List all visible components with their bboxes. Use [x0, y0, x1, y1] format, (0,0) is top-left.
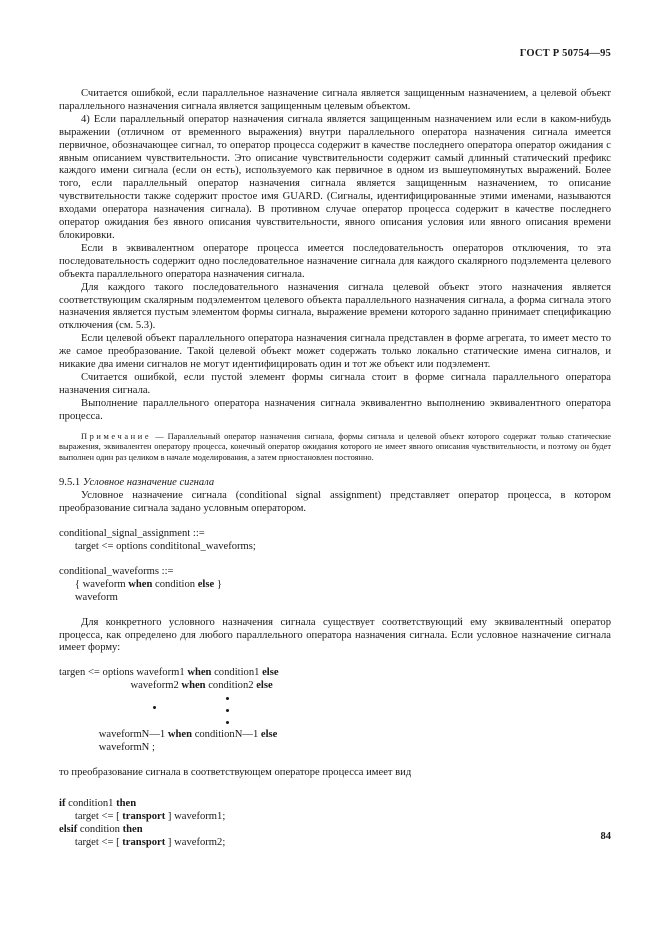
token: target: [74, 540, 99, 552]
token: condition: [79, 823, 120, 835]
keyword: else: [262, 667, 279, 679]
grammar-rule-2: [59, 566, 611, 579]
rule-head: conditional_signal_assignment ::=: [59, 528, 205, 540]
grammar-rule-2-body: [59, 579, 611, 592]
token: condition1: [214, 667, 260, 679]
keyword: when: [128, 578, 153, 590]
token: waveform1: [136, 667, 185, 679]
paragraph: Для конкретного условного назначения сигнала существует соответствующий ему эквивалентный оператор процесса, как определено для любого параллельного оператора назначения сигнала. Если условное назначение сигнала имеет форму:: [59, 616, 611, 654]
token: <=: [101, 836, 114, 848]
section-intro: Условное назначение сигнала (conditional signal assignment) представляет оператор процесса, в котором преобразование сигнала задано условным оператором.: [59, 490, 611, 515]
keyword: if: [59, 797, 66, 809]
token: target: [74, 810, 99, 822]
equiv-if-line: [59, 798, 611, 811]
keyword: else: [197, 578, 215, 590]
token: }: [216, 578, 222, 590]
token: condition2: [208, 680, 254, 692]
equiv-assign-1: [59, 811, 611, 824]
token: conditionN—1: [194, 729, 259, 741]
paragraph: Выполнение параллельного оператора назначения сигнала эквивалентно выполнению эквивалентного оператора процесса.: [59, 397, 611, 422]
paragraph: Считается ошибкой, если параллельное назначение сигнала является защищенным назначением, а целевой объект параллельного назначения сигнала является защищенным целевым объектом.: [59, 88, 611, 112]
section-title: Условное назначение сигнала: [82, 477, 215, 489]
note: [59, 432, 611, 464]
token: waveform: [74, 591, 118, 603]
grammar-rule-1: [59, 528, 611, 541]
dot: [153, 706, 156, 709]
token: waveform: [82, 578, 126, 590]
ellipsis-dots: [59, 693, 611, 729]
form-line-1: [59, 667, 611, 680]
token: options condititonal_waveforms;: [116, 540, 256, 552]
dot: [226, 709, 229, 712]
section-heading: [59, 477, 611, 490]
token: <=: [87, 667, 100, 679]
paragraph: 4) Если параллельный оператор назначения сигнала является защищенным назначением или если в каком-нибудь выражении (отличном от временного выражения) внутри параллельного оператора назначения сигнала имеется первичное, обозначающее сигнал, то оператор процесса содержит в качестве последнего оператора оператор ожидания с явным описанием чувствительности. Это описание чувствительности содержит самый длинный статический префикс каждого имени сигнала (если он есть), используемого как первичное в одном из вышеупомянутых выражений. Более того, если параллельный оператор назначения сигнала является защищенным назначением, то описание чувствительности также содержит простое имя GUARD. (Сигналы, идентифицированные этими именами, называются входами оператора назначения сигнала). В противном случае оператор процесса содержит в качестве последнего оператор ожидания без явного описания чувствительности, явного описания условия или явного описания времени блокировки.: [59, 113, 611, 241]
keyword: when: [187, 667, 212, 679]
form-line-2: [59, 680, 611, 693]
note-label: Примечание: [81, 431, 152, 441]
equiv-assign-2: [59, 837, 611, 850]
keyword: when: [181, 680, 206, 692]
token: waveform2: [130, 680, 179, 692]
keyword: transport: [122, 810, 166, 822]
section-number: 9.5.1: [59, 477, 81, 489]
token: target: [74, 836, 99, 848]
dot: [226, 721, 229, 724]
paragraph: то преобразование сигнала в соответствующем операторе процесса имеет вид: [59, 766, 412, 778]
keyword: elsif: [59, 823, 78, 835]
token: [: [116, 810, 120, 822]
token: waveform2;: [174, 836, 226, 848]
paragraph: Считается ошибкой, если пустой элемент формы сигнала стоит в форме сигнала параллельного оператора назначения сигнала.: [59, 371, 611, 396]
note-text: — Параллельный оператор назначения сигнала, формы сигнала и целевой объект которого содержат только статические выражения, эквивалентен оператору процесса, конечный оператор ожидания которого не имеет явного описания чувствительности, и поэтому он будет выполнен один раз целиком в начале моделирования, а затем приостановлен постоянно.: [59, 431, 611, 462]
grammar-rule-1-body: [59, 541, 611, 554]
equiv-elsif-line: [59, 824, 611, 837]
token: condition1: [68, 797, 114, 809]
keyword: then: [116, 797, 137, 809]
token: ]: [167, 836, 172, 848]
token: waveformN: [98, 742, 150, 754]
token: waveformN—1: [98, 729, 166, 741]
token: {: [74, 578, 80, 590]
paragraph: Если целевой объект параллельного оператора назначения сигнала представлен в форме агрегата, то имеет место то же самое преобразование. Такой целевой объект может содержать только локально статические имена сигналов, и никакие два имени сигналов не могут идентифицировать один и тот же объект или подэлемент.: [59, 333, 611, 371]
token: targen: [59, 667, 86, 679]
token: <=: [101, 810, 114, 822]
paragraph: Если в эквивалентном операторе процесса имеется последовательность операторов отключения, то эта последовательность содержит одно последовательное назначение сигнала для каждого скалярного подэлемента целевого объекта параллельного оператора назначения сигнала.: [59, 242, 611, 280]
rule-head: conditional_waveforms ::=: [59, 565, 174, 577]
token: ;: [152, 742, 155, 754]
token: <=: [101, 540, 114, 552]
form-line-n: [59, 742, 611, 755]
keyword: when: [167, 729, 193, 741]
token: [: [116, 836, 120, 848]
page-body: [59, 88, 611, 849]
document-code-header: ГОСТ Р 50754—95: [519, 48, 611, 59]
grammar-rule-2-last: [59, 592, 611, 605]
keyword: transport: [122, 836, 166, 848]
form-line-n-minus-1: [59, 729, 611, 742]
page-number: 84: [600, 831, 611, 842]
token: ]: [167, 810, 172, 822]
keyword: else: [260, 729, 278, 741]
paragraph: Для каждого такого последовательного назначения сигнала целевой объект этого назначения является соответствующим скалярным подэлементом целевого объекта параллельного назначения сигнала, а форма сигнала этого назначения является пустым элементом формы сигнала, выражение времени которого заданно принимает спецификацию отключения (см. 5.3).: [59, 281, 611, 332]
token: waveform1;: [174, 810, 226, 822]
token: options: [102, 667, 134, 679]
keyword: else: [256, 680, 273, 692]
dot: [226, 697, 229, 700]
keyword: then: [122, 823, 143, 835]
token: condition: [155, 578, 196, 590]
